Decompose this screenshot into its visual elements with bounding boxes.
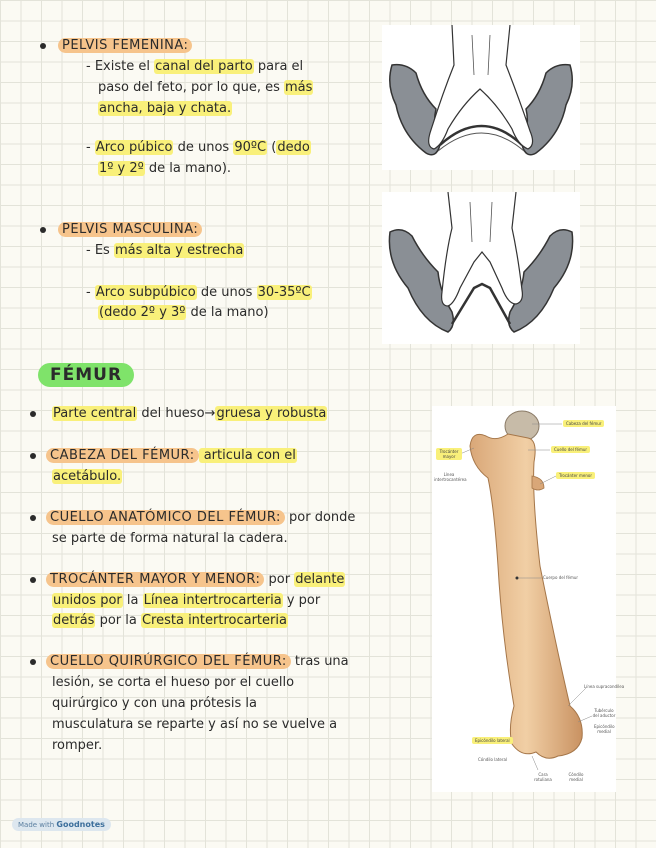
text-line: romper. — [52, 738, 103, 753]
bullet — [30, 515, 36, 521]
femur-title: FÉMUR — [38, 363, 134, 389]
pelvis-femenina-heading: PELVIS FEMENINA: — [58, 36, 192, 56]
text-line: quirúrgico y con una prótesis la — [52, 696, 258, 711]
text-line: paso del feto, por lo que, es más — [98, 80, 313, 95]
text-line: CABEZA DEL FÉMUR: articula con el — [46, 446, 297, 466]
text-line: unidos por la Línea intertrocarteria y por — [53, 593, 321, 608]
text-line: se parte de forma natural la cadera. — [52, 531, 288, 546]
femur-illustration — [432, 406, 625, 792]
text-line: - Es más alta y estrecha — [86, 243, 244, 258]
label-cabeza: Cabeza del fémur — [563, 420, 604, 427]
text-line: CUELLO ANATÓMICO DEL FÉMUR: por donde — [46, 508, 355, 528]
bullet — [30, 453, 36, 459]
text-line: ancha, baja y chata. — [99, 101, 232, 116]
text-line: Parte central del hueso→gruesa y robusta — [53, 406, 327, 421]
text-line: - Arco púbico de unos 90ºC (dedo — [86, 140, 310, 155]
bullet — [40, 227, 46, 233]
text-line: lesión, se corta el hueso por el cuello — [52, 675, 295, 690]
label-linea: Línea intertrocantérea — [434, 472, 467, 482]
bullet — [30, 659, 36, 665]
label-epicondilo-lateral: Epicóndilo lateral — [472, 737, 513, 744]
bullet — [30, 411, 36, 417]
text-line: acetábulo. — [53, 469, 122, 484]
text-line: musculatura se reparte y así no se vuelve a — [52, 717, 338, 732]
text-line: 1º y 2º de la mano). — [99, 161, 232, 176]
bullet — [40, 43, 46, 49]
text-line: detrás por la Cresta intertrocarteria — [53, 613, 287, 628]
label-condilo-medial: Cóndilo medial — [568, 772, 584, 782]
label-trocanter-menor: Trocánter menor — [556, 472, 595, 479]
label-cara-rotuliana: Cara rotuliana — [534, 772, 552, 782]
arrow-icon: → — [204, 406, 216, 421]
female-pelvis-illustration — [382, 25, 580, 170]
made-with-label: Made with — [18, 821, 55, 829]
label-trocanter-mayor: Trocánter mayor — [436, 448, 462, 460]
text-line: - Arco subpúbico de unos 30-35ºC — [86, 285, 311, 300]
text-line: TROCÁNTER MAYOR Y MENOR: por delante — [46, 570, 345, 590]
label-cuerpo: Cuerpo del fémur — [543, 575, 579, 580]
goodnotes-logo: Goodnotes — [56, 820, 105, 829]
text-line: - Existe el canal del parto para el — [86, 59, 304, 74]
bullet — [30, 577, 36, 583]
label-cuello: Cuello del fémur — [551, 446, 590, 453]
male-pelvis-illustration — [382, 192, 580, 344]
text-line: (dedo 2º y 3º de la mano) — [99, 305, 269, 320]
pelvis-masculina-heading: PELVIS MASCULINA: — [58, 220, 202, 240]
label-condilo-lateral: Cóndilo lateral — [478, 757, 508, 762]
goodnotes-badge — [12, 818, 111, 831]
label-tuberculo: Tubérculo del aductor — [592, 708, 616, 718]
label-epicondilo-medial: Epicóndilo medial — [594, 724, 615, 734]
label-linea-supracondilea: Línea supracondílea — [584, 684, 625, 689]
text-line: CUELLO QUIRÚRGICO DEL FÉMUR: tras una — [46, 652, 349, 672]
